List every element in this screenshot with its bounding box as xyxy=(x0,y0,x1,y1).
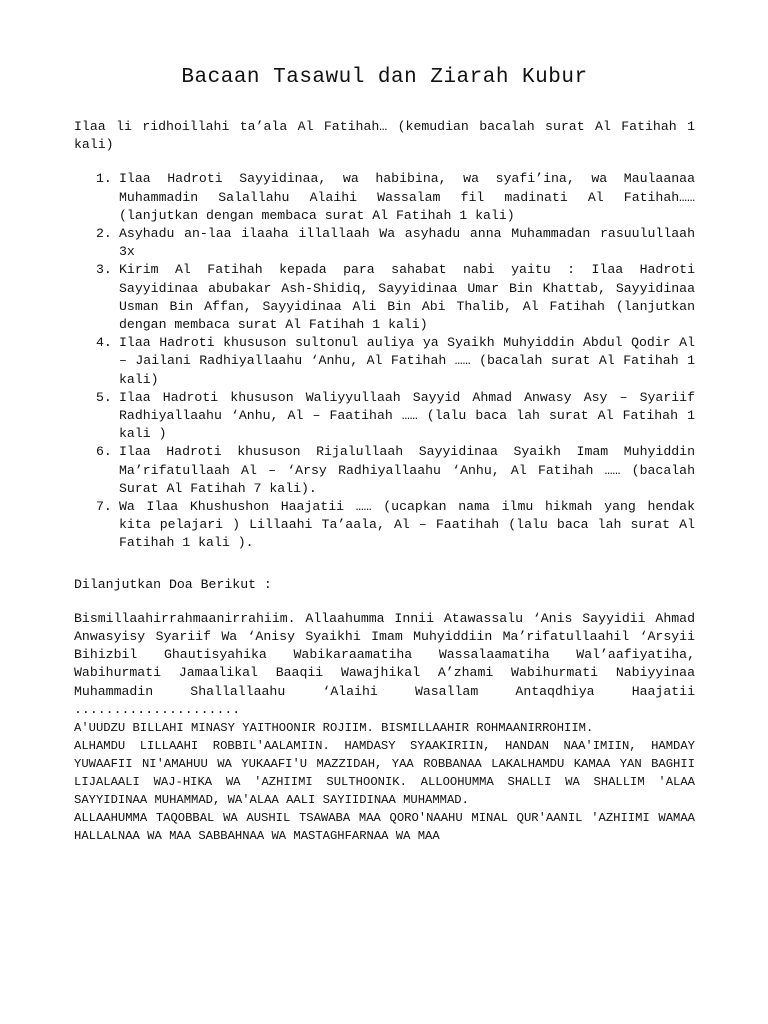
list-number: 5. xyxy=(96,389,112,405)
list-item xyxy=(74,443,695,498)
doa-heading: Dilanjutkan Doa Berikut : xyxy=(74,576,272,592)
list-number: 3. xyxy=(96,262,112,278)
list-number: 1. xyxy=(96,171,112,187)
document-title: Bacaan Tasawul dan Ziarah Kubur xyxy=(181,66,588,89)
list-item xyxy=(74,389,695,444)
list-item xyxy=(74,170,695,225)
list-item-text: Ilaa Hadroti Sayyidinaa, wa habibina, wa syafi’ina, wa Maulaanaa Muhammadin Salallahu Alaihi Wassalam fil madinati Al Fatihah…… (lanjutkan dengan membaca surat Al Fatihah 1 kali) xyxy=(119,171,695,223)
intro-paragraph: Ilaa li ridhoillahi ta’ala Al Fatihah… (kemudian bacalah surat Al Fatihah 1 kali) xyxy=(74,119,695,153)
doa-paragraph: Bismillaahirrahmaanirrahiim. Allaahumma Innii Atawassalu ‘Anis Sayyidii Ahmad Anwasyisy Syariif Wa ‘Anisy Syaikhi Imam Muhyiddiin Ma’rifatullaahil ‘Arsyii Bihizbil Ghautisyahika Wabikaraamatiha Wassalaamatiha Wal’aafiyatiha, Wabihurmati Jamaalikal Baaqii Wawajhikal A’zhami Wabihurmati Nabiyyinaa Muhammadin Shallallaahu ‘Alaihi Wasallam Antaqdhiya Haajatii ..................... xyxy=(74,610,695,717)
list-number: 6. xyxy=(96,444,112,460)
numbered-list xyxy=(74,170,695,552)
taawudz-paragraph: A'UUDZU BILLAHI MINASY YAITHOONIR ROJIIM. BISMILLAAHIR ROHMAANIRROHIIM. xyxy=(74,721,594,736)
list-item-text: Kirim Al Fatihah kepada para sahabat nabi yaitu : Ilaa Hadroti Sayyidinaa abubakar Ash-Shidiq, Sayyidinaa Umar Bin Khattab, Sayyidinaa Usman Bin Affan, Sayyidinaa Ali Bin Abi Thalib, Al Fatihah (lanjutkan dengan membaca surat Al Fatihah 1 kali) xyxy=(119,262,695,333)
list-number: 7. xyxy=(96,499,112,515)
list-item xyxy=(74,498,695,553)
allaahumma-paragraph: ALLAAHUMMA TAQOBBAL WA AUSHIL TSAWABA MAA QORO'NAAHU MINAL QUR'AANIL 'AZHIIMI WAMAA HALLALNAA WA MAA SABBAHNAA WA MASTAGHFARNAA WA MAA xyxy=(74,811,695,844)
list-item xyxy=(74,225,695,261)
list-item-text: Wa Ilaa Khushushon Haajatii …… (ucapkan nama ilmu hikmah yang hendak kita pelajari ) Lillaahi Ta’aala, Al – Faatihah (lalu baca lah surat Al Fatihah 1 kali ). xyxy=(119,499,695,551)
list-item-text: Ilaa Hadroti khususon Rijalullaah Sayyidinaa Syaikh Imam Muhyiddin Ma’rifatullaah Al – ‘Arsy Radhiyallaahu ‘Anhu, Al Fatihah …… (bacalah Surat Al Fatihah 7 kali). xyxy=(119,444,695,496)
list-item xyxy=(74,334,695,389)
list-item-text: Ilaa Hadroti khususon Waliyyullaah Sayyid Ahmad Anwasy Asy – Syariif Radhiyallaahu ‘Anhu, Al – Faatihah …… (lalu baca lah surat Al Fatihah 1 kali ) xyxy=(119,389,695,442)
list-item-text: Asyhadu an-laa ilaaha illallaah Wa asyhadu anna Muhammadan rasuulullaah 3x xyxy=(119,226,695,260)
list-item xyxy=(74,261,695,334)
alhamdu-paragraph: ALHAMDU LILLAAHI ROBBIL'AALAMIIN. HAMDASY SYAAKIRIIN, HANDAN NAA'IMIIN, HAMDAY YUWAAFII NI'AMAHUU WA YUKAAFI'U MAZZIDAH, YAA ROBBANAA LAKALHAMDU KAMAA YAN BAGHII LIJALAALI WAJ-HIKA WA 'AZHIIMI SULTHOONIK. ALLOOHUMMA SHALLI WA SHALLIM 'ALAA SAYYIDINAA MUHAMMAD, WA'ALAA AALI SAYIIDINAA MUHAMMAD. xyxy=(74,739,695,808)
list-number: 4. xyxy=(96,335,112,351)
list-number: 2. xyxy=(96,226,112,242)
list-item-text: Ilaa Hadroti khususon sultonul auliya ya Syaikh Muhyiddin Abdul Qodir Al – Jailani Radhiyallaahu ‘Anhu, Al Fatihah …… (bacalah surat Al Fatihah 1 kali) xyxy=(119,335,695,387)
